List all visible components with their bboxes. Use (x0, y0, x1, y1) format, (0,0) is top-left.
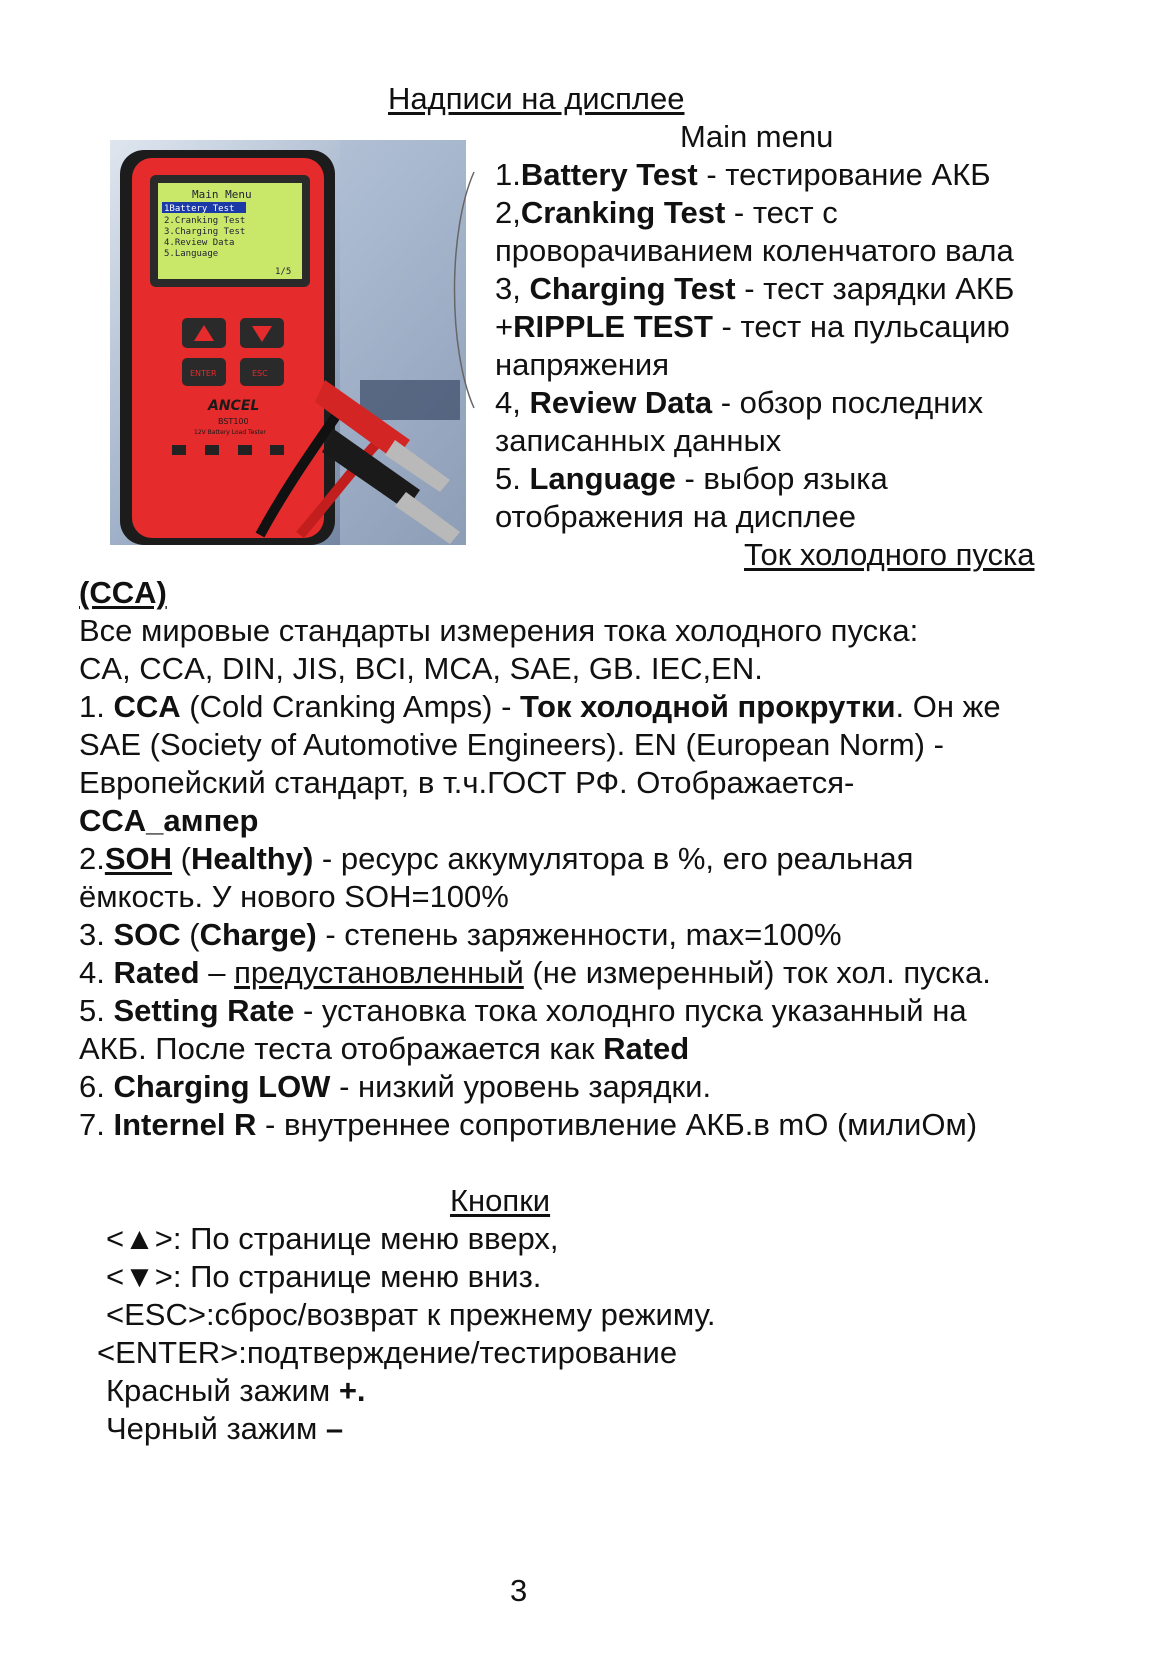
battery-icon (172, 445, 186, 455)
menu-item-language: 5. Language - выбор языка (495, 461, 888, 496)
screen-title: Main Menu (192, 188, 252, 201)
page-title: Надписи на дисплее (388, 81, 685, 116)
screen-item: 3.Charging Test (164, 227, 246, 237)
device-photo (110, 140, 466, 545)
cca-item-1-line-2: SAE (Society of Automotive Engineers). EN (European Norm) - (79, 727, 944, 762)
screen-page-indicator: 1/5 (275, 267, 292, 277)
screen-item: 5.Language (164, 249, 219, 259)
screen-item: 1Battery Test (164, 204, 235, 214)
cca-item-4: 4. Rated – предустановленный (не измеренный) ток хол. пуска. (79, 955, 991, 990)
main-menu-heading: Main menu (680, 119, 834, 154)
black-clamp-desc: Черный зажим – (106, 1411, 344, 1446)
menu-item-ripple-test-desc: напряжения (495, 347, 670, 382)
red-clamp-desc: Красный зажим +. (106, 1373, 366, 1408)
engine-icon (205, 445, 219, 455)
menu-item-cranking-test: 2,Cranking Test - тест с (495, 195, 838, 230)
cca-item-1: 1. CCA (Cold Cranking Amps) - Ток холодной прокрутки. Он же (79, 689, 1001, 724)
truck-icon (270, 445, 284, 455)
model-subtitle: 12V Battery Load Tester (194, 429, 267, 436)
brand-logo: ANCEL (208, 398, 260, 414)
cca-item-3: 3. SOC (Charge) - степень заряженности, max=100% (79, 917, 842, 952)
cca-heading-abbr: (CCA) (79, 575, 167, 610)
menu-item-language-desc: отображения на дисплее (495, 499, 856, 534)
cca-item-1-line-4: CCA_ампер (79, 803, 259, 838)
cca-item-5-line-2: АКБ. После теста отображается как Rated (79, 1031, 690, 1066)
esc-button-label: ESC (252, 369, 268, 378)
button-desc-esc: <ESC>:сброс/возврат к прежнему режиму. (106, 1297, 716, 1332)
car-icon (238, 445, 252, 455)
decorative-arc (446, 170, 476, 410)
cca-item-2-line-2: ёмкость. У нового SOH=100% (79, 879, 509, 914)
cca-item-5: 5. Setting Rate - установка тока холоднго пуска указанный на (79, 993, 967, 1028)
cca-item-2: 2.SOH (Healthy) - ресурс аккумулятора в %, его реальная (79, 841, 914, 876)
menu-item-review-data-desc: записанных данных (495, 423, 782, 458)
screen-item: 2.Cranking Test (164, 216, 246, 226)
button-desc-up: <▲>: По странице меню вверх, (106, 1221, 559, 1256)
model-label: BST100 (218, 417, 249, 426)
cca-heading: Ток холодного пуска (744, 537, 1035, 572)
button-desc-enter: <ENTER>:подтверждение/тестирование (97, 1335, 678, 1370)
button-desc-down: <▼>: По странице меню вниз. (106, 1259, 542, 1294)
menu-item-charging-test: 3, Charging Test - тест зарядки АКБ (495, 271, 1015, 306)
cca-item-6: 6. Charging LOW - низкий уровень зарядки. (79, 1069, 712, 1104)
menu-item-battery-test: 1.Battery Test - тестирование АКБ (495, 157, 991, 192)
buttons-heading: Кнопки (450, 1183, 551, 1218)
screen-item: 4.Review Data (164, 238, 235, 248)
cca-item-7: 7. Internel R - внутреннее сопротивление АКБ.в mO (милиОм) (79, 1107, 978, 1142)
enter-button-label: ENTER (190, 369, 217, 378)
menu-item-review-data: 4, Review Data - обзор последних (495, 385, 984, 420)
page-number: 3 (510, 1573, 528, 1608)
menu-item-cranking-test-desc: проворачиванием коленчатого вала (495, 233, 1014, 268)
menu-item-ripple-test: +RIPPLE TEST - тест на пульсацию (495, 309, 1010, 344)
cca-item-1-line-3: Европейский стандарт, в т.ч.ГОСТ РФ. Отображается- (79, 765, 855, 800)
cca-standards: CA, CCA, DIN, JIS, BCI, MCA, SAE, GB. IEC,EN. (79, 651, 763, 686)
cca-intro: Все мировые стандарты измерения тока холодного пуска: (79, 613, 919, 648)
